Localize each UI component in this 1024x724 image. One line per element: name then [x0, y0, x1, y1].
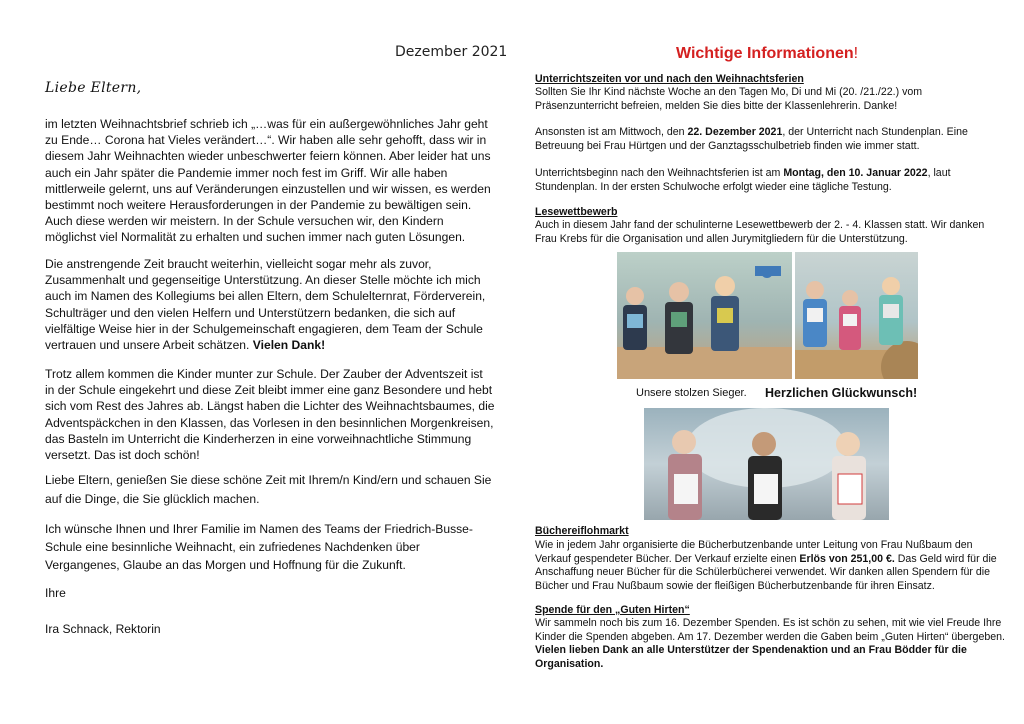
- school-times-date-2: Montag, den 10. Januar 2022: [783, 167, 928, 179]
- letter-paragraph-3: Trotz allem kommen die Kinder munter zur Schule. Der Zauber der Adventszeit ist in der Schule eingekehrt und diese Zeit bleibt immer eine ganz Besondere und hebt sich vom Rest des Jahres ab. Längst haben die Lichter des Weihnachtsbaumes, die Adventspäckchen in den Klassen, das Vorlesen in den besinnlichen Morgenkreisen, das Basteln im Unterricht die Kinderherzen in eine vorweihnachtliche Stimmung versetzt. Das ist doch schön!: [45, 367, 495, 463]
- winners-photo-3: [644, 408, 889, 520]
- book-fair-text-a: Wie in jedem Jahr organisierte die Bücherbutzenbande unter Leitung von Frau Nußbaum den Verkauf gespendeter Bücher. Der Verkauf erzielte einen: [535, 539, 973, 565]
- letter-thanks: Vielen Dank!: [252, 338, 326, 353]
- school-times-date-1: 22. Dezember 2021: [687, 126, 783, 138]
- section-heading-donation: Spende für den „Guten Hirten“: [535, 604, 690, 616]
- winners-photo-2: [795, 252, 918, 379]
- school-times-text-2c: , der Unterricht nach Stundenplan. Eine Betreuung bei Frau Hürtgen und der Ganztagsschulbetrieb finden wie immer statt.: [535, 126, 968, 152]
- letter-paragraph-1: im letzten Weihnachtsbrief schrieb ich „…was für ein außergewöhnliches Jahr geht zu Ende… Corona hat Vieles verändert…“. Wir haben alle sehr gehofft, dass wir in diesem Jahr Weihnachten wieder unbeschwerter feiern können. Aber leider hat uns auch ein Jahr später die Pandemie immer noch fest im Griff. Wir alle haben mittlerweile gelernt, uns auf Veränderungen einzustellen und wir wissen, es werden bestimmt noch weitere Herausforderungen in der Pandemie zu bewältigen sein. Auch diese werden wir meistern. In der Schule versuchen wir, den Kindern möglichst viel Normalität zu erhalten und suchen immer nach guten Lösungen.: [45, 117, 491, 245]
- school-times-text-2: [535, 126, 1005, 153]
- school-times-text-2a: Ansonsten ist am Mittwoch, den: [535, 126, 688, 138]
- section-heading-reading-contest: Lesewettbewerb: [535, 206, 618, 218]
- letter-closing: Ihre: [45, 586, 66, 600]
- book-fair-proceeds: Erlös von 251,00 €.: [799, 552, 895, 565]
- letter-signature: Ira Schnack, Rektorin: [45, 622, 161, 636]
- info-title-text: Wichtige Informationen: [676, 45, 854, 62]
- letter-date: Dezember 2021: [395, 44, 508, 60]
- letter-paragraph-2-text: Die anstrengende Zeit braucht weiterhin, vielleicht sogar mehr als zuvor, Zusammenhalt und gegenseitige Unterstützung. An dieser Stelle möchte ich mich auch im Namen des Kollegiums bei allen Eltern, dem Schulelternrat, Förderverein, Schulträger und den vielen Helfern und Unterstützern bedanken, die sich auf vielfältige Weise hier in der Schulgemeinschaft engagieren, dem Team der Schule vertrauen und unsere Arbeit schätzen.: [45, 257, 486, 353]
- donation-text-body: Wir sammeln noch bis zum 16. Dezember Spenden. Es ist schön zu sehen, mit wie viel Freude Ihre Kinder die Spenden abgeben. Am 17. Dezember werden die Gaben beim „Guten Hirten“ übergeben.: [535, 617, 1005, 643]
- letter-greeting: Liebe Eltern,: [45, 80, 142, 96]
- section-heading-book-fair: Büchereiflohmarkt: [535, 525, 629, 537]
- donation-thanks: Vielen lieben Dank an alle Unterstützer der Spendenaktion und an Frau Bödder für die Organisation.: [535, 644, 967, 670]
- photo-congratulations: Herzlichen Glückwunsch!: [765, 386, 918, 400]
- reading-contest-text: Auch in diesem Jahr fand der schulinterne Lesewettbewerb der 2. - 4. Klassen statt. Wir danken Frau Krebs für die Organisation und allen Jurymitgliedern für die Unterstützung.: [535, 219, 985, 245]
- school-times-text-1: Sollten Sie Ihr Kind nächste Woche an den Tagen Mo, Di und Mi (20. /21./22.) vom Präsenzunterricht befreien, melden Sie dies bitte der Klassenlehrerin. Danke!: [535, 86, 923, 112]
- book-fair-text-c: Das Geld wird für die Anschaffung neuer Bücher für die Schülerbücherei verwendet. Wir danken allen Spendern für die Bücher und Frau Nußbaum sowie der fleißigen Bücherbutzenbande für ihren Einsatz.: [535, 552, 997, 592]
- donation-text: [535, 617, 1005, 671]
- letter-paragraph-4: Liebe Eltern, genießen Sie diese schöne Zeit mit Ihrem/n Kind/ern und schauen Sie auf die Dinge, die Sie glücklich machen.: [45, 473, 492, 506]
- school-times-text-3a: Unterrichtsbeginn nach den Weihnachtsferien ist am: [535, 167, 784, 179]
- photo-caption: Unsere stolzen Sieger.: [636, 387, 747, 399]
- section-heading-school-times: Unterrichtszeiten vor und nach den Weihnachtsferien: [535, 73, 804, 85]
- info-title-exclamation: !: [853, 45, 859, 62]
- book-fair-text: [535, 539, 1005, 593]
- winners-photo-1: [617, 252, 792, 379]
- school-times-text-3c: , laut Stundenplan. In der ersten Schulwoche erfolgt wieder eine tägliche Testung.: [535, 167, 951, 193]
- info-title: [676, 45, 858, 63]
- letter-paragraph-5: Ich wünsche Ihnen und Ihrer Familie im Namen des Teams der Friedrich-Busse-Schule eine besinnliche Weihnacht, ein zufriedenes Nachdenken über Vergangenes, Glaube an das Morgen und Hoffnung für die Zukunft.: [45, 522, 473, 572]
- letter-paragraph-2: [45, 256, 495, 353]
- school-times-text-3: [535, 167, 1005, 194]
